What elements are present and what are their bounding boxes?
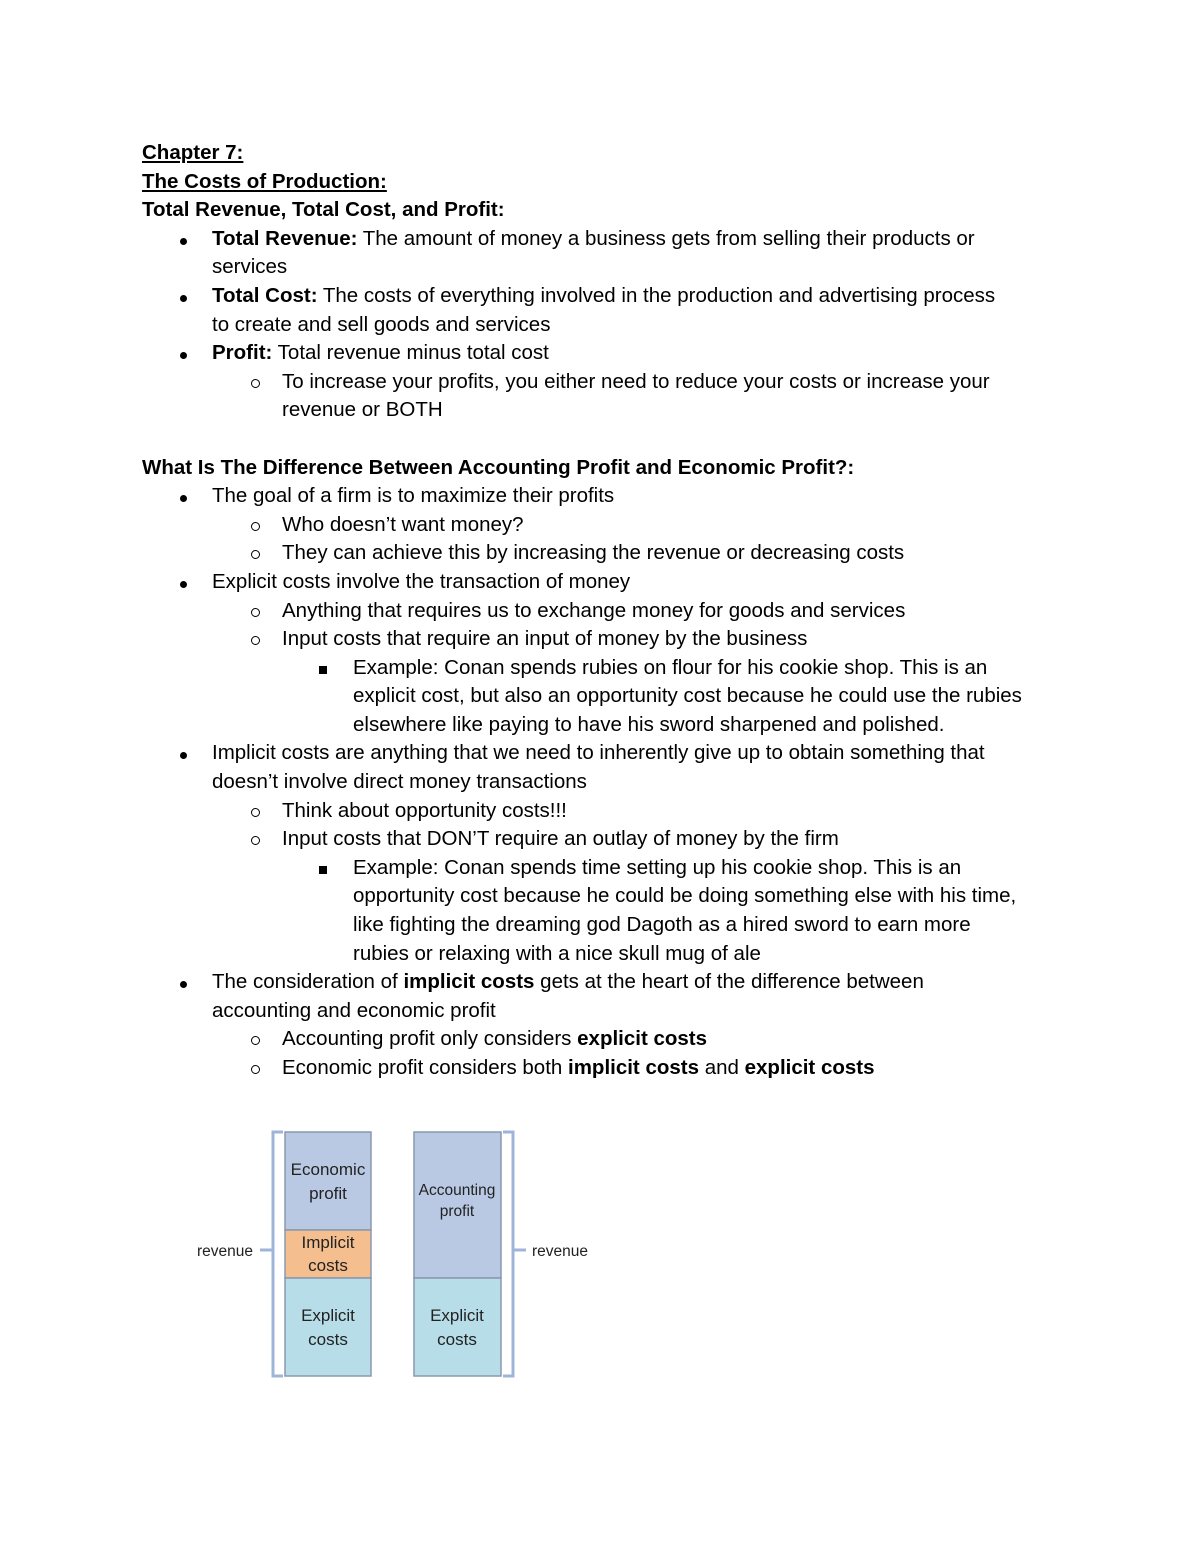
example-continuation: like fighting the dreaming god Dagoth as a hired sword to earn more	[353, 913, 971, 937]
item-text: The consideration of	[212, 970, 404, 994]
sub-item-text: Input costs that DON’T require an outlay of money by the firm	[282, 827, 839, 851]
term-profit: Profit:	[212, 341, 273, 365]
explicit-costs-left-box	[285, 1278, 371, 1376]
left-revenue-bracket	[273, 1132, 283, 1376]
sub-item-text: To increase your profits, you either need to reduce your costs or increase your	[282, 369, 990, 393]
bullet-disc-icon	[180, 339, 187, 368]
explicit-costs-right-label-1: Explicit	[430, 1306, 484, 1325]
item-text: gets at the heart of the difference between	[534, 970, 924, 994]
list-item-explicit-costs	[142, 568, 1072, 597]
document-page	[142, 139, 1072, 1083]
diagram-svg	[180, 1125, 610, 1385]
accounting-profit-label-2: profit	[439, 1203, 475, 1220]
bullet-square-icon	[319, 654, 327, 683]
definition-text: The amount of money a business gets from selling their products or	[357, 226, 975, 250]
sub-list-item	[142, 597, 1072, 626]
sub-item-text: Input costs that require an input of money by the business	[282, 627, 808, 651]
term-total-revenue: Total Revenue:	[212, 226, 358, 250]
sub-list-item	[142, 825, 1072, 854]
emphasis-text: implicit costs	[403, 970, 535, 994]
bullet-disc-icon	[180, 282, 187, 311]
sub-list-item	[142, 625, 1072, 654]
right-revenue-label: revenue	[532, 1243, 589, 1260]
list-item-profit	[142, 339, 1072, 368]
sub-list-item-accounting	[142, 1025, 1072, 1054]
sub-item-text: Anything that requires us to exchange money for goods and services	[282, 598, 906, 622]
explicit-costs-right-label-2: costs	[437, 1330, 477, 1349]
explicit-costs-left-label-2: costs	[308, 1330, 348, 1349]
example-continuation: rubies or relaxing with a nice skull mug of ale	[353, 941, 761, 965]
emphasis-text: explicit costs	[577, 1027, 708, 1051]
definition-text: Total revenue minus total cost	[272, 341, 549, 365]
list-item-goal	[142, 482, 1072, 511]
bullet-disc-icon	[180, 225, 187, 254]
explicit-costs-left-label-1: Explicit	[301, 1306, 355, 1325]
list-item-continuation: to create and sell goods and services	[212, 312, 551, 336]
bullet-circle-icon	[251, 1025, 260, 1054]
bullet-disc-icon	[180, 739, 187, 768]
profit-comparison-diagram	[180, 1125, 610, 1385]
example-continuation: explicit cost, but also an opportunity cost because he could use the rubies	[353, 684, 1022, 708]
example-text: Example: Conan spends time setting up his cookie shop. This is an	[353, 855, 962, 879]
sub-list-item-economic	[142, 1054, 1072, 1083]
bullet-disc-icon	[180, 482, 187, 511]
section-heading-revenue-cost-profit: Total Revenue, Total Cost, and Profit:	[142, 198, 505, 222]
bullet-circle-icon	[251, 797, 260, 826]
section-heading-accounting-vs-economic: What Is The Difference Between Accounting Profit and Economic Profit?:	[142, 455, 855, 479]
explicit-costs-right-box	[414, 1278, 501, 1376]
sub-list-item-continuation: revenue or BOTH	[282, 398, 443, 422]
term-total-cost: Total Cost:	[212, 283, 318, 307]
sub-item-text: and	[699, 1056, 745, 1079]
list-item-consideration	[142, 968, 1072, 997]
bullet-circle-icon	[251, 1054, 260, 1083]
list-item-continuation: services	[212, 255, 288, 279]
economic-profit-box	[285, 1132, 371, 1230]
economic-profit-label-2: profit	[309, 1184, 347, 1203]
bullet-disc-icon	[180, 968, 187, 997]
definition-text: The costs of everything involved in the production and advertising process	[317, 283, 996, 307]
right-revenue-bracket	[503, 1132, 513, 1376]
emphasis-text: implicit costs	[568, 1056, 700, 1079]
sub-item-text: Who doesn’t want money?	[282, 512, 524, 536]
item-text: The goal of a firm is to maximize their profits	[212, 484, 615, 508]
implicit-costs-label-1: Implicit	[301, 1233, 355, 1252]
item-text: Explicit costs involve the transaction of money	[212, 569, 631, 593]
list-item-total-revenue	[142, 225, 1072, 254]
sub-list-item	[142, 539, 1072, 568]
bullet-square-icon	[319, 854, 327, 883]
sub-list-item	[142, 511, 1072, 540]
page-title: The Costs of Production:	[142, 169, 387, 193]
sub-item-text: They can achieve this by increasing the revenue or decreasing costs	[282, 541, 905, 565]
example-continuation: elsewhere like paying to have his sword sharpened and polished.	[353, 712, 945, 736]
economic-profit-label-1: Economic	[290, 1160, 366, 1179]
left-revenue-label: revenue	[196, 1243, 253, 1260]
emphasis-text: explicit costs	[744, 1056, 875, 1079]
bullet-circle-icon	[251, 368, 260, 397]
example-item	[142, 654, 1072, 683]
bullet-disc-icon	[180, 568, 187, 597]
bullet-circle-icon	[251, 825, 260, 854]
sub-list-item	[142, 797, 1072, 826]
example-continuation: opportunity cost because he could be doing something else with his time,	[353, 884, 1017, 908]
bullet-circle-icon	[251, 539, 260, 568]
accounting-profit-label-1: Accounting	[418, 1182, 496, 1199]
implicit-costs-label-2: costs	[308, 1256, 348, 1275]
bullet-circle-icon	[251, 625, 260, 654]
bullet-circle-icon	[251, 597, 260, 626]
list-item-total-cost	[142, 282, 1072, 311]
bullet-circle-icon	[251, 511, 260, 540]
sub-item-text: Economic profit considers both	[282, 1056, 568, 1079]
example-text: Example: Conan spends rubies on flour for his cookie shop. This is an	[353, 655, 988, 679]
sub-item-text: Think about opportunity costs!!!	[282, 798, 567, 822]
item-text: Implicit costs are anything that we need to inherently give up to obtain something that	[212, 741, 985, 765]
sub-item-text: Accounting profit only considers	[282, 1027, 578, 1051]
sub-list-item	[142, 368, 1072, 397]
list-item-continuation: accounting and economic profit	[212, 998, 496, 1022]
list-item-implicit-costs	[142, 739, 1072, 768]
chapter-heading: Chapter 7:	[142, 141, 244, 164]
list-item-continuation: doesn’t involve direct money transactions	[212, 770, 587, 794]
example-item	[142, 854, 1072, 883]
